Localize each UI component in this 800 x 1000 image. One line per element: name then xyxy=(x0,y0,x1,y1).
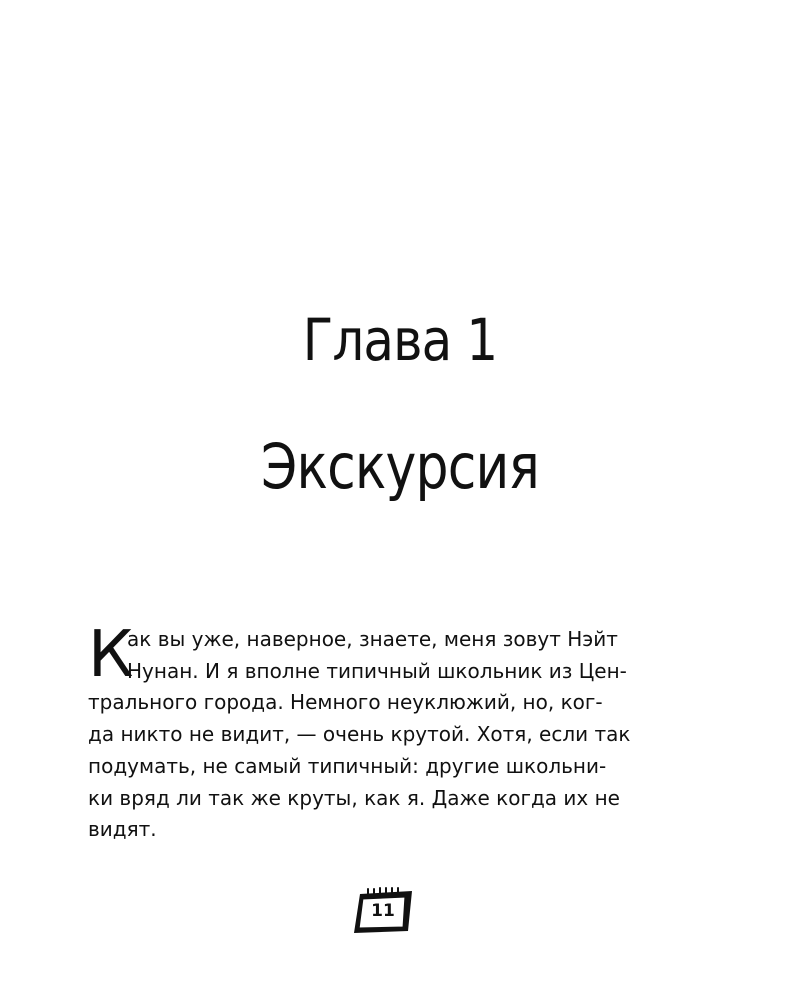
text-line: да никто не видит, — очень крутой. Хотя, если так xyxy=(88,722,631,747)
page-number-badge xyxy=(348,884,418,936)
drop-cap: К xyxy=(88,618,134,692)
text-line: видят. xyxy=(88,817,157,842)
page-number: 11 xyxy=(371,901,395,921)
chapter-number: Глава 1 xyxy=(302,306,498,374)
chapter-title: Экскурсия xyxy=(260,430,540,503)
body-text xyxy=(88,618,678,846)
text-line: Нунан. И я вполне типичный школьник из Цен- xyxy=(127,658,627,683)
text-line: подумать, не самый типичный: другие школьни- xyxy=(88,753,607,778)
text-line: ки вряд ли так же круты, как я. Даже когда их не xyxy=(88,785,620,810)
text-line: ак вы уже, наверное, знаете, меня зовут Нэйт xyxy=(127,627,618,651)
text-line: трального города. Немного неуклюжий, но, ког- xyxy=(88,690,603,715)
